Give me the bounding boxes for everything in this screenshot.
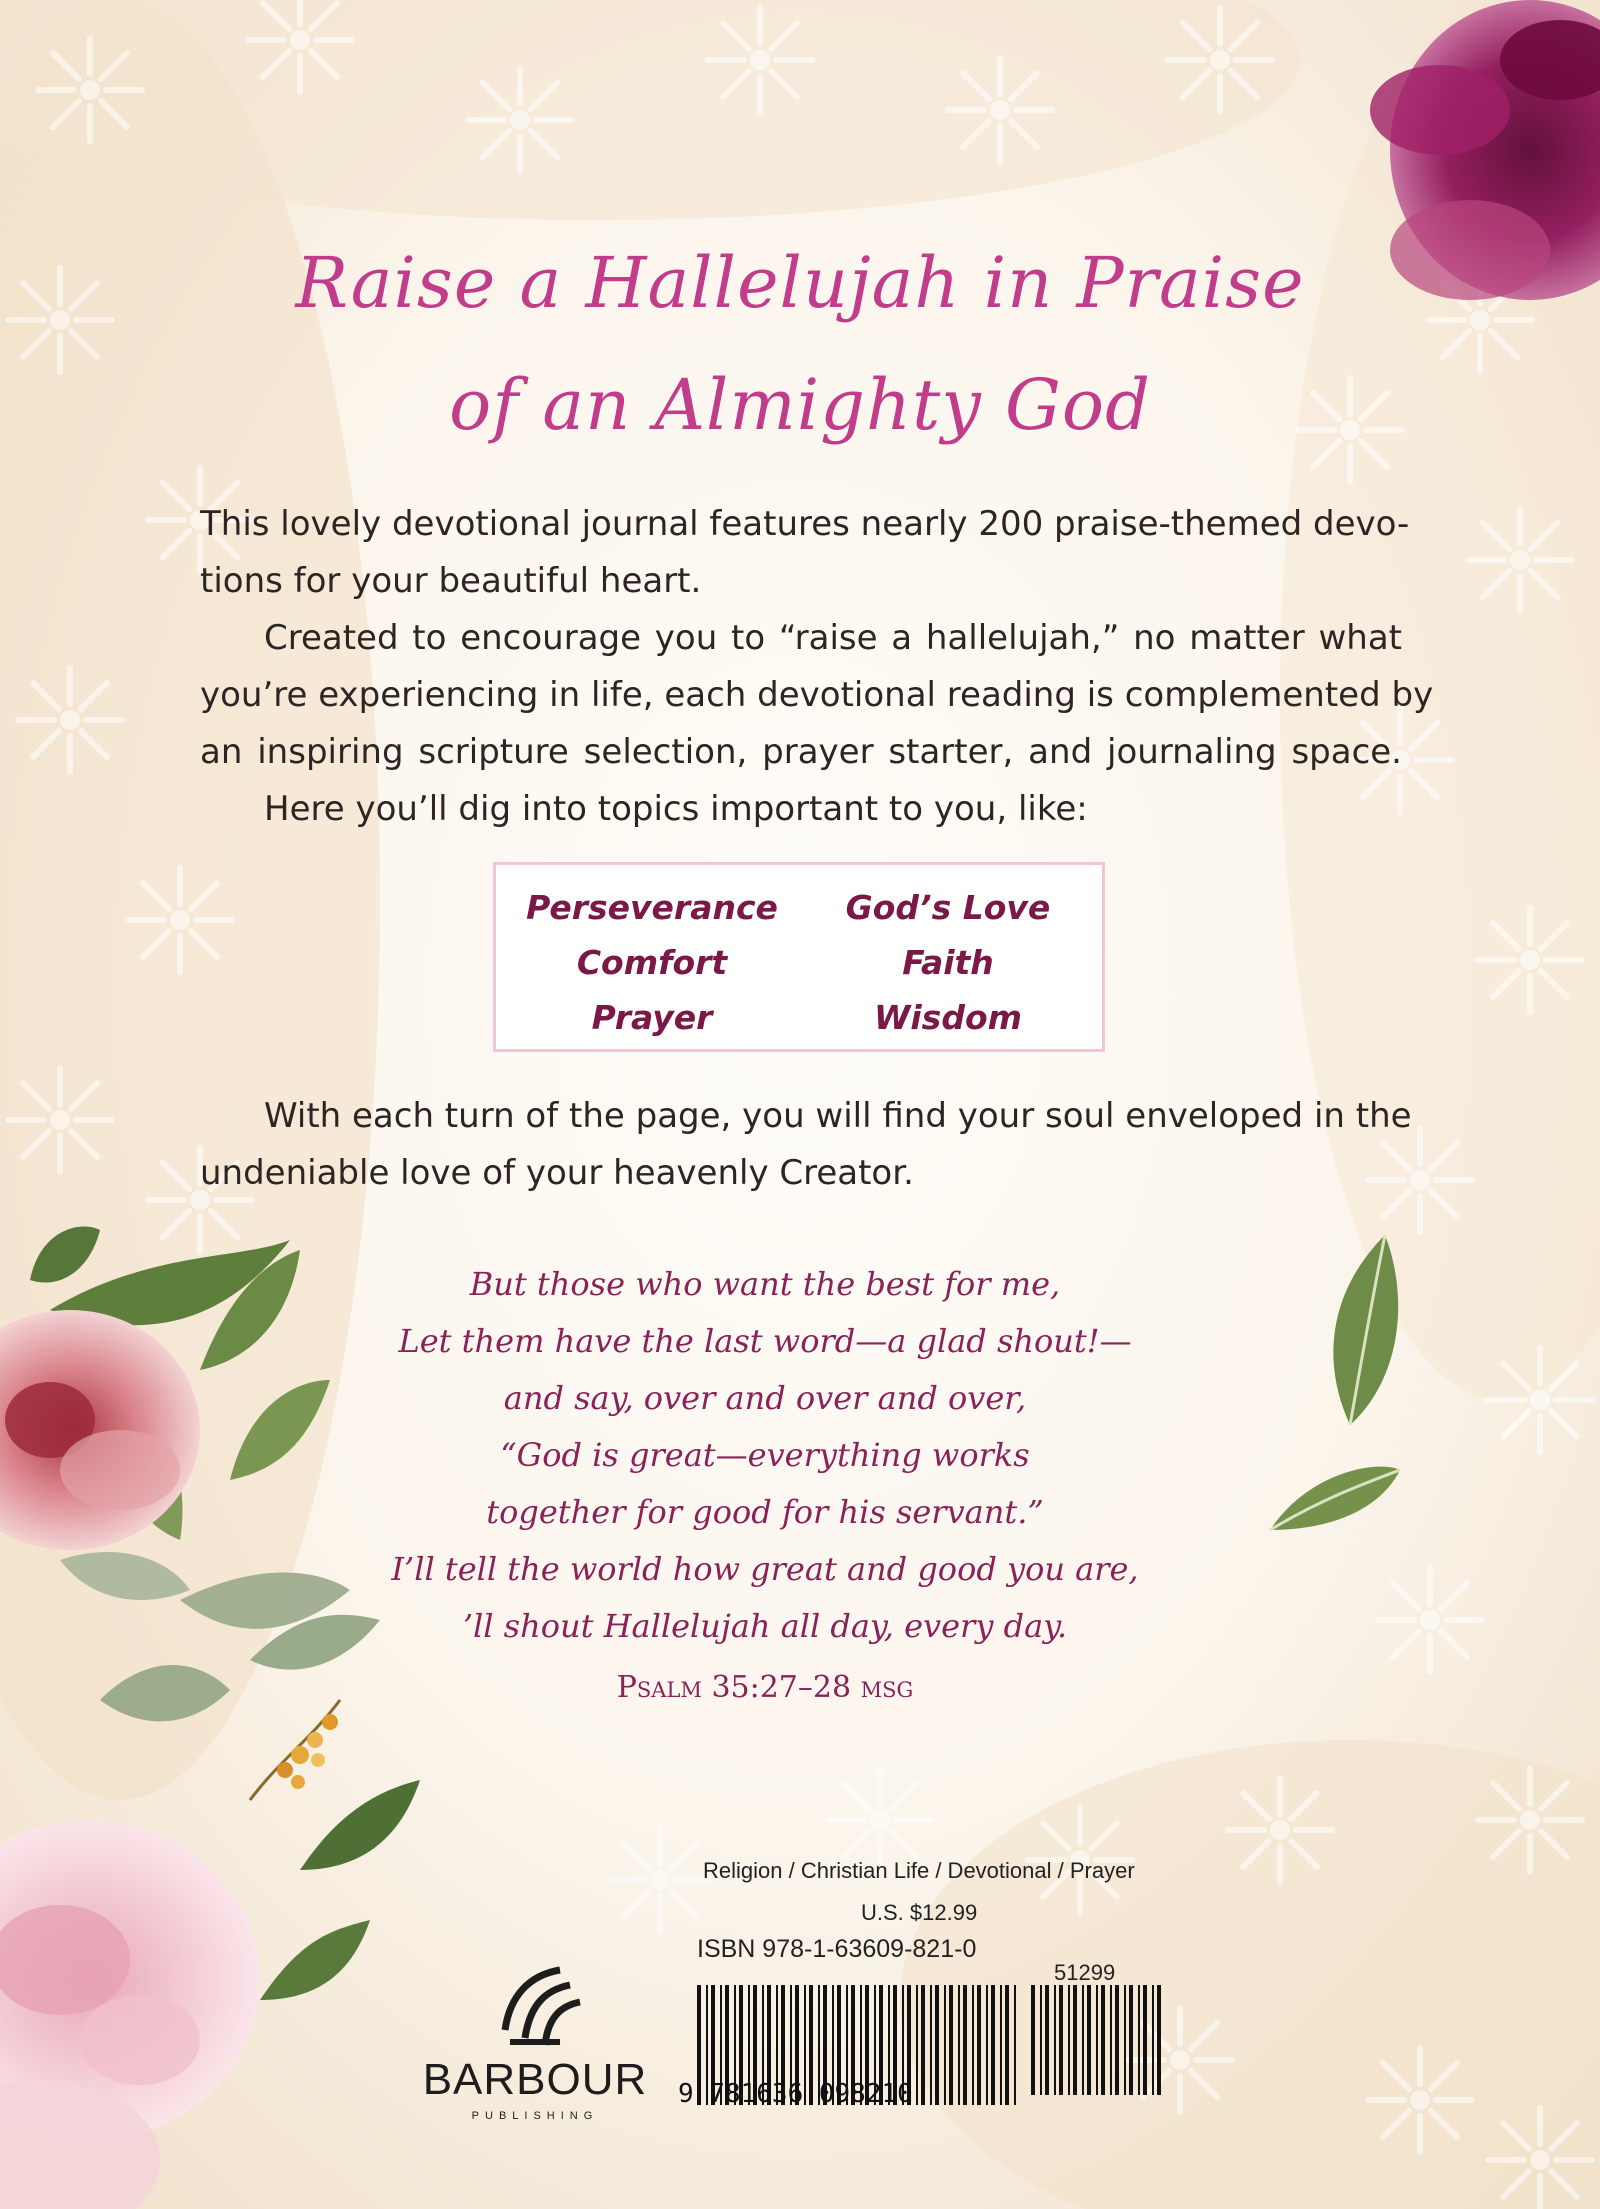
barcode-bar bbox=[1157, 1985, 1161, 2095]
barcode-bar bbox=[935, 1985, 939, 2105]
topic-item: God’s Love bbox=[845, 888, 1051, 927]
barcode-bar bbox=[1129, 1985, 1133, 2095]
barcode-bar bbox=[1082, 1985, 1084, 2095]
publisher-subtitle: PUBLISHING bbox=[471, 2110, 599, 2122]
category-text: Religion / Christian Life / Devotional / Prayer bbox=[703, 1858, 1135, 1883]
barcode-bar bbox=[944, 1985, 946, 2105]
verse-line: together for good for his servant.” bbox=[486, 1493, 1044, 1531]
scripture-reference-text: Psalm 35:27–28 msg bbox=[616, 1670, 914, 1705]
barcode-bar bbox=[991, 1985, 995, 2105]
verse-line: ’ll shout Hallelujah all day, every day. bbox=[462, 1607, 1068, 1645]
barcode bbox=[678, 1937, 1162, 2117]
topic-item: Wisdom bbox=[873, 998, 1023, 1037]
intro-p3-line1: Here you’ll dig into topics important to you, like: bbox=[264, 789, 1088, 829]
verse-line: I’ll tell the world how great and good you are, bbox=[391, 1550, 1139, 1588]
barcode-bar bbox=[1000, 1985, 1002, 2105]
cover-title-line-1: Raise a Hallelujah in Praise bbox=[295, 242, 1305, 324]
barcode-bar bbox=[1031, 1985, 1035, 2095]
barcode-bar bbox=[1110, 1985, 1112, 2095]
barcode-bar bbox=[1059, 1985, 1063, 2095]
barcode-bar bbox=[1096, 1985, 1098, 2095]
verse-line: “God is great—everything works bbox=[500, 1436, 1030, 1474]
barcode-bar bbox=[972, 1985, 974, 2105]
barcode-bars-addon bbox=[1031, 1985, 1161, 2095]
scripture-verse bbox=[240, 1256, 1290, 1655]
price-text: U.S. $12.99 bbox=[861, 1900, 978, 1925]
verse-line: Let them have the last word—a glad shout!— bbox=[398, 1322, 1132, 1360]
topic-item: Perseverance bbox=[526, 888, 778, 927]
intro-p2-line2: you’re experiencing in life, each devotional reading is complemented by bbox=[200, 675, 1434, 715]
barcode-bar bbox=[986, 1985, 988, 2105]
barcode-bar bbox=[1124, 1985, 1126, 2095]
barcode-bar bbox=[977, 1985, 981, 2105]
barcode-bar bbox=[930, 1985, 932, 2105]
intro-p2-line1: Created to encourage you to “raise a hallelujah,” no matter what bbox=[264, 618, 1402, 658]
closing-line2: undeniable love of your heavenly Creator. bbox=[200, 1153, 914, 1193]
barcode-bar bbox=[958, 1985, 960, 2105]
topic-item: Comfort bbox=[576, 943, 728, 982]
topic-item: Faith bbox=[902, 943, 994, 982]
barcode-bar bbox=[1101, 1985, 1105, 2095]
publisher-name: BARBOUR bbox=[422, 2055, 648, 2104]
barcode-digits: 9 781636 098210 bbox=[678, 2079, 913, 2109]
isbn-text: ISBN 978-1-63609-821-0 bbox=[697, 1935, 977, 1963]
cover-title-line-2: of an Almighty God bbox=[449, 364, 1151, 446]
barcode-bar bbox=[1005, 1985, 1009, 2105]
barcode-bar bbox=[1045, 1985, 1049, 2095]
intro-p1-line1: This lovely devotional journal features nearly 200 praise-themed devo- bbox=[200, 504, 1410, 544]
barcode-bar bbox=[916, 1985, 918, 2105]
barcode-bar bbox=[1087, 1985, 1091, 2095]
barcode-bar bbox=[949, 1985, 953, 2105]
barcode-bar bbox=[1073, 1985, 1077, 2095]
verse-line: and say, over and over and over, bbox=[503, 1379, 1027, 1417]
scripture-reference bbox=[240, 1670, 1290, 1705]
publisher-book-icon bbox=[410, 1960, 660, 2055]
closing-line1: With each turn of the page, you will find your soul enveloped in the bbox=[264, 1096, 1412, 1136]
topic-item: Prayer bbox=[591, 998, 713, 1037]
intro-text bbox=[200, 496, 1434, 838]
topics-box bbox=[493, 862, 1105, 1052]
verse-line: But those who want the best for me, bbox=[469, 1265, 1061, 1303]
barcode-bar bbox=[1152, 1985, 1154, 2095]
barcode-bar bbox=[1014, 1985, 1016, 2105]
price-code-text: 51299 bbox=[1054, 1960, 1116, 1985]
barcode-bar bbox=[1138, 1985, 1140, 2095]
barcode-bar bbox=[963, 1985, 967, 2105]
barcode-bar bbox=[921, 1985, 925, 2105]
intro-p1-line2: tions for your beautiful heart. bbox=[200, 561, 702, 601]
barcode-bar bbox=[1068, 1985, 1070, 2095]
intro-p2-line3: an inspiring scripture selection, prayer starter, and journaling space. bbox=[200, 732, 1402, 772]
barcode-bar bbox=[1143, 1985, 1147, 2095]
barcode-bar bbox=[1040, 1985, 1042, 2095]
barcode-bar bbox=[1054, 1985, 1056, 2095]
closing-text bbox=[200, 1088, 1412, 1202]
barcode-bar bbox=[1115, 1985, 1119, 2095]
